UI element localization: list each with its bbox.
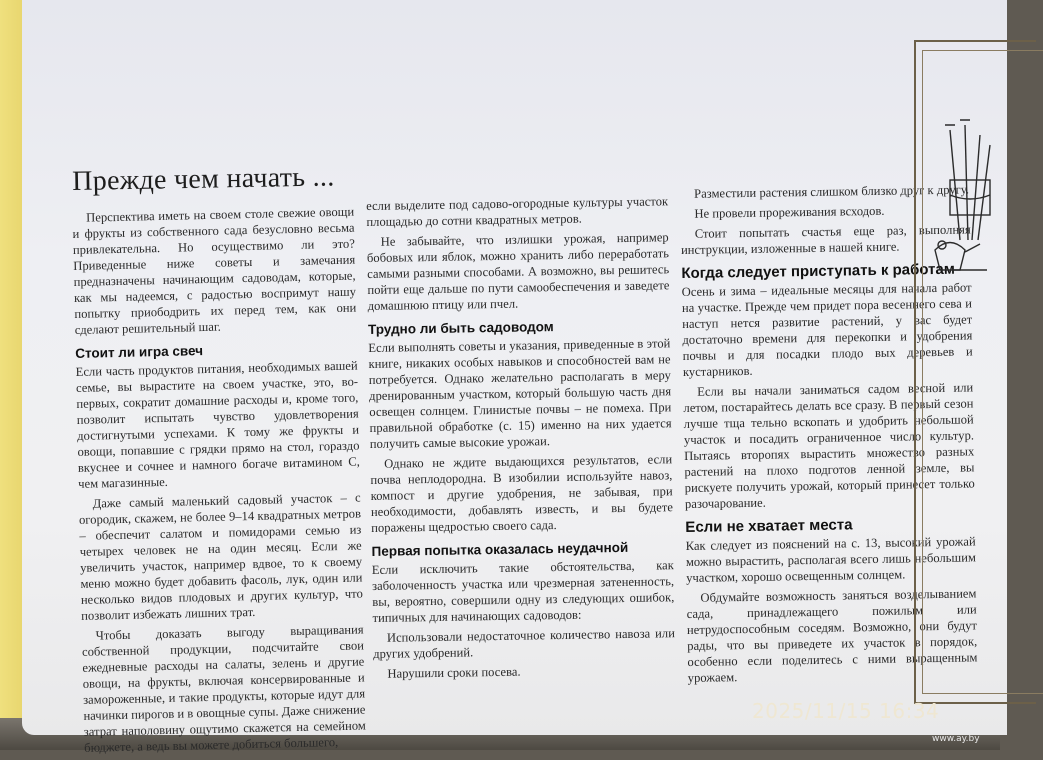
garden-tools-illustration-icon: [930, 120, 1000, 290]
paragraph: Разместили растения слишком близко друг к другу.: [694, 182, 970, 201]
paragraph: Если часть продуктов питания, необходимых вашей семье, вы вырастите на своем участке, это, во-первых, сократит домашние расходы и, кроме того, позволит испытать чувство удовлетворения достигнутыми успехами. К тому же фрукты и овощи, попавшие с грядки прямо на стол, гораздо вкуснее и сочнее и намного богаче витамином С, чем магазинные.: [75, 358, 360, 491]
column-1: [72, 204, 366, 760]
paragraph: Однако не ждите выдающихся результатов, если почва неплодородна. В изобилии используйте навоз, компост и другие удобрения, не забывая, при необходимости, добавлять известь, и вы будете поражены щедростью своего сада.: [370, 452, 674, 535]
paragraph: Использовали недостаточное количество навоза или других удобрений.: [373, 626, 675, 661]
paragraph: Чтобы доказать выгоду выращивания собственной продукции, подсчитайте свои ежедневные расходы на салаты, зелень и другие овощи, на фрукты, включая консервированные и замороженные, и такие продукты, которые идут для начинки пирогов и в овощные супы. Даже снижение затрат наполовину ощутимо скажется на семейном бюджете, а ведь вы можете добиться большего,: [81, 622, 366, 755]
paragraph: Не провели прореживания всходов.: [694, 203, 885, 221]
paragraph: Осень и зима – идеальные месяцы для начала работ на участке. Прежде чем придет пора весеннего сева и наступ нется развитие растений, у вас будет достаточно времени для перекопки и удобрения почвы и для посадки плодо вых деревьев и кустарников.: [681, 280, 973, 379]
paragraph: Если исключить такие обстоятельства, как заболоченность участка или чрезмерная затененность, вы, вероятно, совершили одну из следующих ошибок, типичных для начинающих садоводов:: [371, 558, 675, 625]
page-title: Прежде чем начать ...: [72, 161, 335, 197]
heading-is-it-hard: Трудно ли быть садоводом: [367, 319, 554, 337]
paragraph: Обдумайте возможность заняться возделыванием сада, принадлежащего пожилым или нетрудоспособным соседям. Возможно, они будут рады, что вы приведете их участок в порядок, особенно если поделитесь с ними выращенным урожаем.: [686, 586, 978, 685]
column-2: [366, 193, 676, 686]
paragraph: Не забывайте, что излишки урожая, например бобовых или яблок, можно хранить либо переработать самыми разными способами. А возможно, вы решитесь пойти еще дальше по пути самообеспечения и заведете домашнюю птицу или пчел.: [366, 230, 670, 313]
paragraph: Если вы начали заниматься садом весной или летом, постарайтесь делать все сразу. В первый сезон лучше тща тельно вскопать и удобрить небольшой участок и посадить ограниченное число культур. Пытаясь второпях вырастить множество разных растений на плохо подготов ленной земле, вы рискуете получить урожай, который принесет только разочарование.: [683, 380, 975, 511]
paragraph: Стоит попытать счастья еще раз, выполняя инструкции, изложенные в нашей книге.: [680, 222, 971, 257]
heading-worth-it: Стоит ли игра свеч: [75, 343, 204, 361]
paragraph: Даже самый маленький садовый участок – с огородик, скажем, не более 9–14 квадратных метров – обеспечит салатом и помидорами семью из четырех человек не на один месяц. Если же увеличить участок, например вдвое, то к своему меню можно будет добавить фасоль, лук, один или несколько видов плодовых и других культур, что позволит избежать лишних трат.: [78, 490, 363, 623]
watermark: www.ay.by: [932, 734, 980, 744]
intro-paragraph: Перспектива иметь на своем столе свежие овощи и фрукты из собственного сада безусловно весьма привлекательна. Но осуществимо ли это? Приведенные ниже советы и замечания предназначены начинающим садоводам, которые, как мы надеемся, с радостью воспримут нашу попытку приободрить их перед тем, как они сделают решительный шаг.: [72, 204, 357, 337]
heading-first-attempt: Первая попытка оказалась неудачной: [371, 539, 629, 559]
paragraph: Если выполнять советы и указания, приведенные в этой книге, никаких особых навыков и способностей вам не потребуется. Однако желательно располагать в меру дренированным участком, который большую часть дня освещен солнцем. Глинистые почвы – не помеха. При правильной обработке (с. 15) именно на них удается получить самые высокие урожаи.: [368, 336, 672, 451]
paragraph: если выделите под садово-огородные культуры участок площадью до сотни квадратных метров.: [366, 194, 669, 229]
heading-not-enough-space: Если не хватает места: [685, 516, 853, 536]
photo-timestamp: 2025/11/15 16:34: [752, 699, 940, 723]
heading-when-to-start: Когда следует приступать к работам: [681, 260, 956, 282]
paragraph: Нарушили сроки посева.: [387, 664, 521, 681]
paragraph: Как следует из пояснений на с. 13, высокий урожай можно вырастить, располагая всего лишь небольшим участком, хорошо освещенным солнцем.: [685, 534, 976, 585]
